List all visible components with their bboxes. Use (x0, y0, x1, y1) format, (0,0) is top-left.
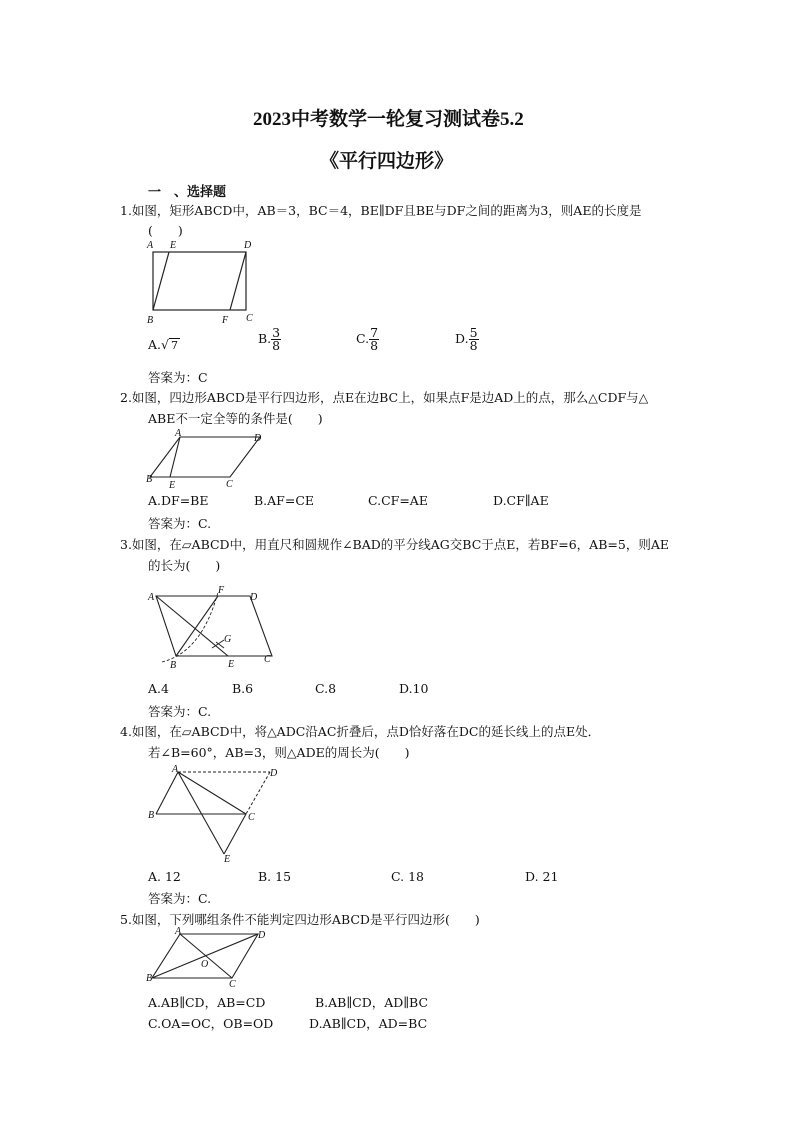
figure-rectangle (142, 238, 272, 328)
vertex-label: A (148, 592, 155, 603)
vertex-label: B (170, 660, 177, 671)
vertex-label: D (270, 768, 278, 779)
answer: 答案为：C (148, 370, 208, 385)
section-heading: 一 、选择题 (148, 185, 227, 200)
option-c[interactable]: C.OA=OC，OB=OD (148, 1016, 274, 1031)
option-d[interactable]: D. 21 (525, 869, 559, 884)
question-text: 3.如图，在▱ABCD中，用直尺和圆规作∠BAD的平分线AG交BC于点E，若BF=6，AB=5，则AE (120, 537, 669, 552)
figure-parallelogram-bisector (142, 582, 282, 674)
vertex-label: E (169, 480, 176, 489)
vertex-label: E (224, 854, 231, 862)
question-text: ABE不一定全等的条件是( ) (148, 411, 323, 426)
option-b[interactable]: B.AF=CE (254, 493, 315, 508)
option-label: A. (148, 337, 162, 352)
option-b[interactable] (258, 327, 281, 352)
option-c[interactable] (356, 327, 379, 352)
vertex-label: B (148, 810, 155, 821)
vertex-label: A (172, 764, 179, 775)
option-c[interactable]: C.8 (315, 681, 337, 696)
option-a[interactable]: A. 12 (148, 869, 181, 884)
fraction (469, 327, 479, 352)
option-label: C. (356, 331, 370, 346)
sqrt-expression: √ 7 (161, 337, 178, 352)
option-a[interactable]: A.DF=BE (148, 493, 209, 508)
vertex-label: E (170, 240, 177, 251)
fraction (369, 327, 379, 352)
page-title: 2023中考数学一轮复习测试卷5.2 (253, 109, 524, 130)
option-b[interactable]: B. 15 (258, 869, 292, 884)
vertex-label: O (201, 959, 209, 970)
option-c[interactable]: C. 18 (391, 869, 424, 884)
option-b[interactable]: B.6 (232, 681, 254, 696)
vertex-label: D (258, 930, 266, 941)
option-a[interactable] (148, 337, 180, 352)
vertex-label: C (226, 479, 233, 489)
option-d[interactable] (455, 327, 479, 352)
page-subtitle: 《平行四边形》 (320, 150, 454, 172)
option-label: B. (258, 331, 272, 346)
option-d[interactable]: D.AB∥CD，AD=BC (309, 1016, 428, 1031)
vertex-label: C (264, 654, 271, 665)
numerator: 7 (370, 325, 379, 340)
option-label: D. (455, 331, 469, 346)
vertex-label: F (222, 315, 229, 326)
radicand: 7 (170, 339, 178, 352)
vertex-label: B (147, 315, 154, 326)
question-text: 的长为( ) (148, 558, 221, 573)
question-text: 5.如图，下列哪组条件不能判定四边形ABCD是平行四边形( ) (120, 912, 480, 927)
answer: 答案为：C. (148, 704, 212, 719)
vertex-label: G (224, 634, 232, 645)
vertex-label: D (250, 592, 258, 603)
vertex-label: B (146, 474, 153, 485)
question-text: 若∠B=60°，AB=3，则△ADE的周长为( ) (148, 745, 410, 760)
vertex-label: E (228, 659, 235, 670)
vertex-label: A (147, 240, 154, 251)
option-a[interactable]: A.AB∥CD，AB=CD (148, 995, 266, 1010)
question-text: ( ) (148, 223, 183, 238)
option-a[interactable]: A.4 (148, 681, 169, 696)
answer: 答案为：C. (148, 516, 212, 531)
vertex-label: C (248, 812, 255, 823)
option-d[interactable]: D.10 (399, 681, 429, 696)
figure-parallelogram (142, 427, 272, 489)
figure-fold-parallelogram (142, 762, 282, 862)
denominator: 8 (469, 338, 478, 353)
answer: 答案为：C. (148, 891, 212, 906)
numerator: 3 (272, 325, 281, 340)
vertex-label: C (229, 979, 236, 988)
vertex-label: A (175, 926, 182, 937)
vertex-label: C (246, 313, 253, 324)
numerator: 5 (469, 325, 478, 340)
vertex-label: D (244, 240, 252, 251)
vertex-label: D (254, 433, 262, 444)
vertex-label: B (146, 973, 153, 984)
denominator: 8 (370, 338, 379, 353)
option-d[interactable]: D.CF∥AE (493, 493, 549, 508)
question-text: 4.如图，在▱ABCD中，将△ADC沿AC折叠后，点D恰好落在DC的延长线上的点E处． (120, 724, 601, 739)
fraction (271, 327, 281, 352)
question-text: 2.如图，四边形ABCD是平行四边形，点E在边BC上，如果点F是边AD上的点，那么△CDF与△ (120, 390, 649, 405)
question-text: 1.如图，矩形ABCD中，AB＝3，BC＝4，BE∥DF且BE与DF之间的距离为3，则AE的长度是 (120, 203, 642, 218)
option-c[interactable]: C.CF=AE (368, 493, 428, 508)
figure-quadrilateral-diagonals (142, 926, 272, 988)
vertex-label: A (175, 428, 182, 439)
vertex-label: F (218, 585, 225, 596)
option-b[interactable]: B.AB∥CD，AD∥BC (315, 995, 429, 1010)
denominator: 8 (272, 338, 281, 353)
